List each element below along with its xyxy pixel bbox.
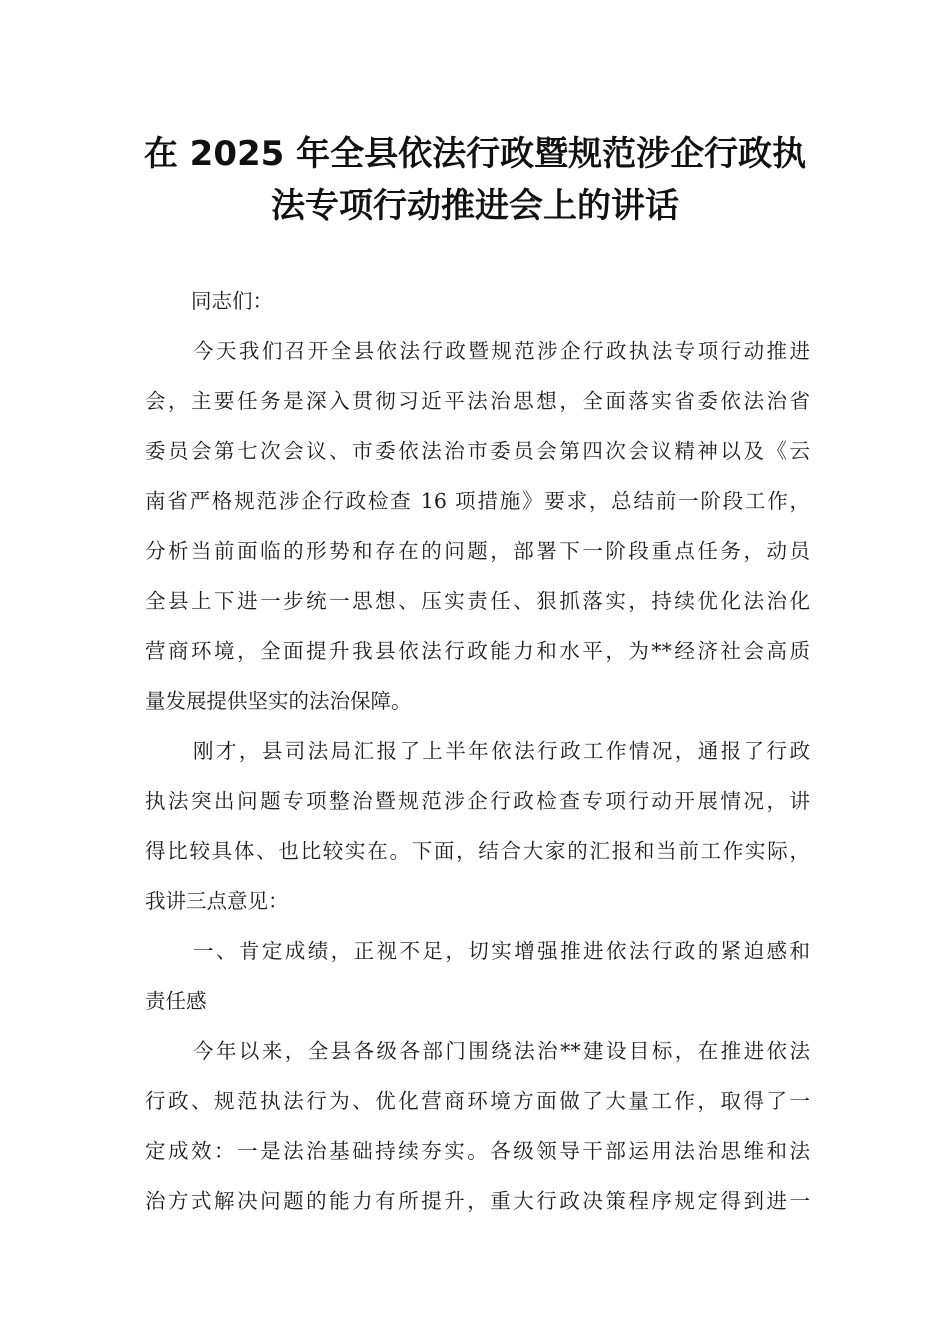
paragraph-line: 我讲三点意见： [145, 889, 289, 913]
paragraph-line: 今年以来，全县各级各部门围绕法治**建设目标，在推进依法 [193, 1039, 810, 1063]
paragraph-line: 得比较具体、也比较实在。下面，结合大家的汇报和当前工作实际， [145, 839, 810, 863]
paragraph-line: 分析当前面临的形势和存在的问题，部署下一阶段重点任务，动员 [145, 539, 810, 563]
paragraph-line: 量发展提供坚实的法治保障。 [145, 689, 412, 713]
heading-line: 一、肯定成绩，正视不足，切实增强推进依法行政的紧迫感和 [193, 939, 810, 963]
paragraph-line: 行政、规范执法行为、优化营商环境方面做了大量工作，取得了一 [145, 1089, 810, 1113]
paragraph-1 [145, 326, 810, 726]
heading-line: 责任感 [145, 989, 207, 1013]
section-heading-1 [145, 926, 810, 1026]
paragraph-line: 委员会第七次会议、市委依法治市委员会第四次会议精神以及《云 [145, 439, 810, 463]
paragraph-3 [145, 1026, 810, 1226]
paragraph-2 [145, 726, 810, 926]
paragraph-line: 执法突出问题专项整治暨规范涉企行政检查专项行动开展情况，讲 [145, 789, 810, 813]
document-body [145, 276, 810, 1226]
paragraph-line: 会，主要任务是深入贯彻习近平法治思想，全面落实省委依法治省 [145, 389, 810, 413]
document-title [140, 128, 810, 232]
title-line-1: 在 2025 年全县依法行政暨规范涉企行政执 [143, 134, 807, 174]
paragraph-line: 南省严格规范涉企行政检查 16 项措施》要求，总结前一阶段工作， [145, 489, 810, 513]
title-line-2: 法专项行动推进会上的讲话 [271, 186, 679, 226]
paragraph-line: 今天我们召开全县依法行政暨规范涉企行政执法专项行动推进 [193, 339, 810, 363]
paragraph-line: 刚才，县司法局汇报了上半年依法行政工作情况，通报了行政 [193, 739, 810, 763]
paragraph-line: 定成效：一是法治基础持续夯实。各级领导干部运用法治思维和法 [145, 1139, 810, 1163]
paragraph-line: 治方式解决问题的能力有所提升，重大行政决策程序规定得到进一 [145, 1189, 810, 1213]
paragraph-line: 全县上下进一步统一思想、压实责任、狠抓落实，持续优化法治化 [145, 589, 810, 613]
salutation: 同志们： [191, 289, 273, 313]
paragraph-line: 营商环境，全面提升我县依法行政能力和水平，为**经济社会高质 [145, 639, 810, 663]
